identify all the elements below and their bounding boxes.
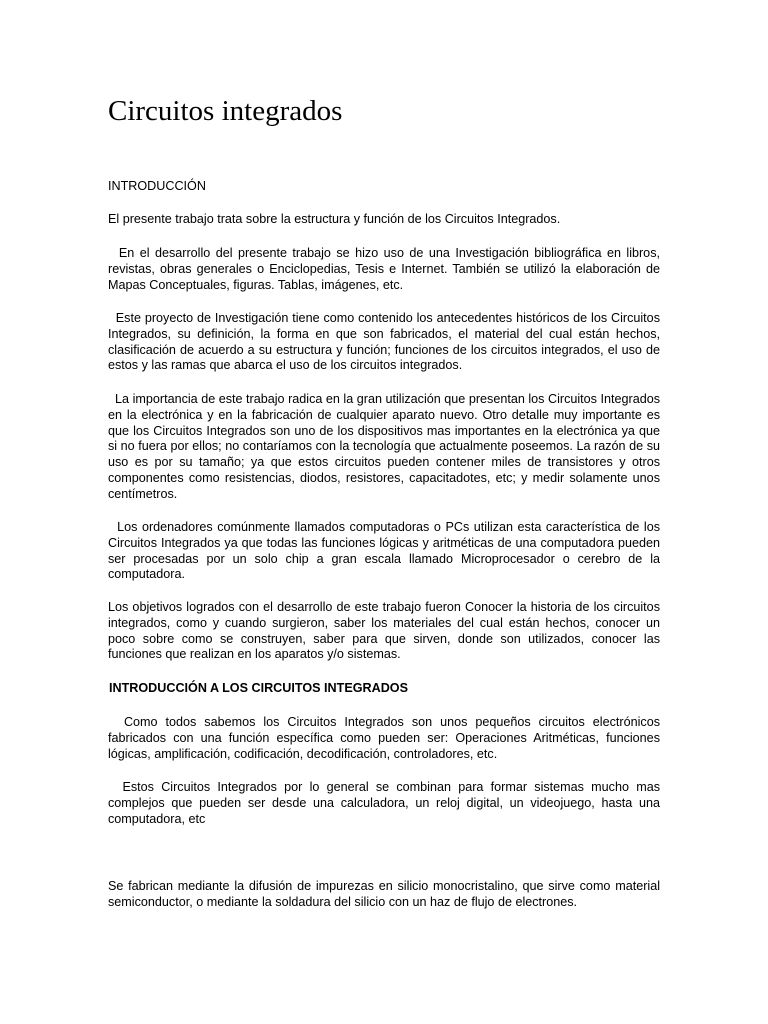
intro-paragraph-1: El presente trabajo trata sobre la estructura y función de los Circuitos Integrados. — [108, 212, 561, 226]
section-paragraph-1: Como todos sabemos los Circuitos Integrados son unos pequeños circuitos electrónicos fabricados con una función específica como pueden ser: Operaciones Aritméticas, funciones lógicas, amplificación, codificación, decodificación, controladores, etc. — [108, 715, 664, 761]
section-paragraph-2: Estos Circuitos Integrados por lo general se combinan para formar sistemas mucho mas complejos que pueden ser desde una calculadora, un reloj digital, un videojuego, hasta una computadora, etc — [108, 780, 664, 826]
intro-paragraph-2: En el desarrollo del presente trabajo se hizo uso de una Investigación bibliográfica en libros, revistas, obras generales o Enciclopedias, Tesis e Internet. También se utilizó la elaboración de Mapas Conceptuales, figuras. Tablas, imágenes, etc. — [108, 246, 664, 292]
intro-paragraph-4: La importancia de este trabajo radica en la gran utilización que presentan los Circuitos Integrados en la electrónica y en la fabricación de cualquier aparato nuevo. Otro detalle muy importante es que los Circuitos Integrados son uno de los dispositivos mas importantes en la electrónica ya que si no fuera por ellos; no contaríamos con la tecnología que actualmente poseemos. La razón de su uso es por su tamaño; ya que estos circuitos pueden contener miles de transistores y otros componentes como resistencias, diodos, resistores, capacitadotes, etc; y medir solamente unos centímetros. — [108, 392, 664, 501]
document-title: Circuitos integrados — [108, 95, 343, 127]
section-paragraph-3: Se fabrican mediante la difusión de impurezas en silicio monocristalino, que sirve como material semiconductor, o mediante la soldadura del silicio con un haz de flujo de electrones. — [108, 879, 660, 909]
intro-label: INTRODUCCIÓN — [108, 179, 206, 193]
intro-paragraph-3: Este proyecto de Investigación tiene como contenido los antecedentes históricos de los Circuitos Integrados, su definición, la forma en que son fabricados, el material del cual están hechos, clasificación de acuerdo a su estructura y función; funciones de los circuitos integrados, el uso de estos y las ramas que abarca el uso de los circuitos integrados. — [108, 311, 664, 373]
intro-paragraph-5: Los ordenadores comúnmente llamados computadoras o PCs utilizan esta característica de los Circuitos Integrados ya que todas las funciones lógicas y aritméticas de una computadora pueden ser procesadas por un solo chip a gran escala llamado Microprocesador o cerebro de la computadora. — [108, 520, 664, 582]
section-heading: INTRODUCCIÓN A LOS CIRCUITOS INTEGRADOS — [109, 681, 408, 695]
intro-paragraph-6: Los objetivos logrados con el desarrollo de este trabajo fueron Conocer la historia de los circuitos integrados, como y cuando surgieron, saber los materiales del cual están hechos, conocer un poco sobre como se construyen, saber para que sirven, donde son utilizados, conocer las funciones que realizan en los aparatos y/o sistemas. — [108, 600, 660, 662]
